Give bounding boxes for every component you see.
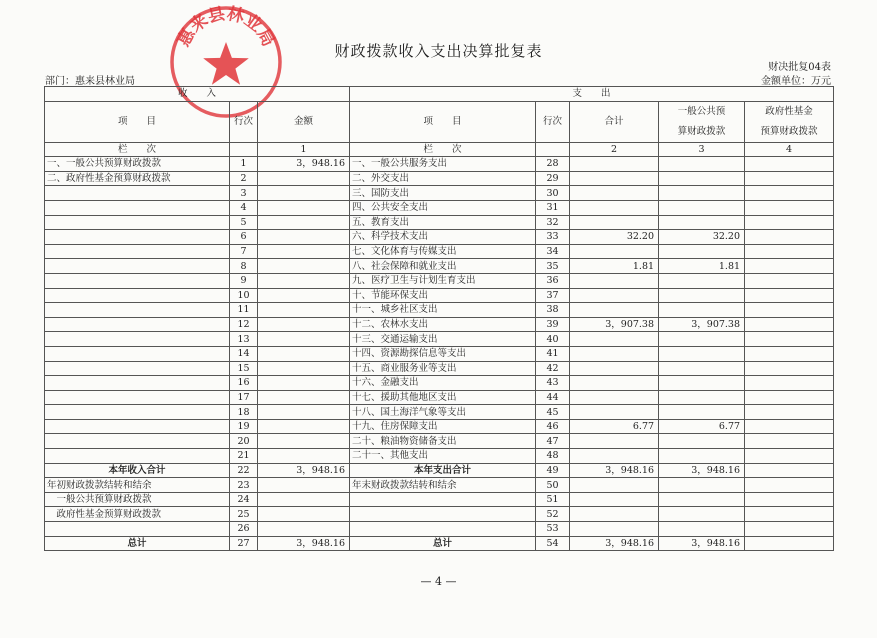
col-header-income-line: 行次 (230, 101, 258, 142)
income-line-cell: 1 (230, 157, 258, 172)
income-line-cell: 20 (230, 434, 258, 449)
table-row (45, 390, 834, 405)
income-line-cell: 14 (230, 346, 258, 361)
income-line-cell: 16 (230, 376, 258, 391)
expense-general-cell (659, 288, 745, 303)
department-label: 部门：惠来县林业局 (45, 76, 135, 87)
expense-total-cell: 1.81 (570, 259, 659, 274)
income-amount-cell (258, 492, 350, 507)
expense-item-cell: 三、国防支出 (350, 186, 536, 201)
expense-general-cell (659, 492, 745, 507)
table-row (45, 200, 834, 215)
column-header-row (45, 101, 834, 142)
table-row (45, 507, 834, 522)
table-row (45, 317, 834, 332)
expense-line-cell: 31 (536, 200, 570, 215)
income-line-cell: 7 (230, 244, 258, 259)
expense-item-cell: 九、医疗卫生与计划生育支出 (350, 273, 536, 288)
fund-line-2: 预算财政拨款 (760, 125, 818, 137)
expense-fund-cell (745, 478, 834, 493)
expense-item-cell: 六、科学技术支出 (350, 230, 536, 245)
income-amount-cell (258, 434, 350, 449)
income-line-cell: 18 (230, 405, 258, 420)
expense-general-cell (659, 405, 745, 420)
expense-item-cell (350, 507, 536, 522)
column-index-row (45, 142, 834, 157)
expense-item-cell: 四、公共安全支出 (350, 200, 536, 215)
income-amount-cell (258, 230, 350, 245)
expense-fund-cell (745, 244, 834, 259)
table-row (45, 536, 834, 551)
expense-general-cell: 32.20 (659, 230, 745, 245)
income-amount-cell (258, 478, 350, 493)
expense-fund-cell (745, 376, 834, 391)
table-row (45, 376, 834, 391)
budget-table (44, 86, 834, 551)
expense-total-cell: 6.77 (570, 419, 659, 434)
expense-line-cell: 35 (536, 259, 570, 274)
table-row (45, 361, 834, 376)
expense-line-cell: 53 (536, 522, 570, 537)
expense-fund-cell (745, 346, 834, 361)
expense-line-cell: 50 (536, 478, 570, 493)
expense-item-cell: 十九、住房保障支出 (350, 419, 536, 434)
expense-fund-cell (745, 317, 834, 332)
expense-fund-cell (745, 449, 834, 464)
expense-general-cell: 3，907.38 (659, 317, 745, 332)
expense-fund-cell (745, 332, 834, 347)
expense-item-cell: 十八、国土海洋气象等支出 (350, 405, 536, 420)
income-item-cell (45, 361, 230, 376)
table-row (45, 288, 834, 303)
income-line-cell: 8 (230, 259, 258, 274)
expense-total-cell (570, 186, 659, 201)
income-item-cell: 一、一般公共预算财政拨款 (45, 157, 230, 172)
income-amount-cell (258, 507, 350, 522)
expense-total-cell (570, 171, 659, 186)
expense-total-cell (570, 376, 659, 391)
expense-fund-cell (745, 536, 834, 551)
expense-total-cell (570, 492, 659, 507)
expense-line-cell: 41 (536, 346, 570, 361)
table-row (45, 522, 834, 537)
income-item-cell (45, 273, 230, 288)
table-row (45, 419, 834, 434)
income-item-cell (45, 522, 230, 537)
expense-total-cell (570, 478, 659, 493)
expense-fund-cell (745, 171, 834, 186)
col-header-expense-item: 项 目 (350, 101, 536, 142)
income-item-cell (45, 215, 230, 230)
expense-line-cell: 33 (536, 230, 570, 245)
page-title: 财政拨款收入支出决算批复表 (334, 42, 543, 60)
expense-general-cell: 3，948.16 (659, 536, 745, 551)
expense-line-cell: 42 (536, 361, 570, 376)
table-row (45, 449, 834, 464)
income-item-cell (45, 317, 230, 332)
income-line-cell: 19 (230, 419, 258, 434)
income-amount-cell (258, 171, 350, 186)
col-index-blank (536, 142, 570, 157)
income-amount-cell (258, 346, 350, 361)
expense-total-cell (570, 332, 659, 347)
expense-general-cell (659, 346, 745, 361)
expense-item-cell: 十、节能环保支出 (350, 288, 536, 303)
expense-general-cell (659, 303, 745, 318)
svg-text:惠来县林业局: 惠来县林业局 (173, 3, 279, 51)
income-line-cell: 25 (230, 507, 258, 522)
expense-fund-cell (745, 230, 834, 245)
income-item-cell (45, 230, 230, 245)
table-row (45, 273, 834, 288)
expense-total-cell: 32.20 (570, 230, 659, 245)
income-item-cell (45, 244, 230, 259)
table-row (45, 434, 834, 449)
income-line-cell: 15 (230, 361, 258, 376)
income-item-cell (45, 288, 230, 303)
expense-fund-cell (745, 215, 834, 230)
expense-item-cell: 十四、资源勘探信息等支出 (350, 346, 536, 361)
col-index-2: 2 (570, 142, 659, 157)
table-row (45, 332, 834, 347)
income-line-cell: 27 (230, 536, 258, 551)
expense-fund-cell (745, 390, 834, 405)
income-amount-cell (258, 273, 350, 288)
expense-item-cell: 十三、交通运输支出 (350, 332, 536, 347)
expense-item-cell: 一、一般公共服务支出 (350, 157, 536, 172)
expense-line-cell: 49 (536, 463, 570, 478)
expense-total-cell: 3，948.16 (570, 536, 659, 551)
expense-general-cell (659, 507, 745, 522)
expense-total-cell: 3，907.38 (570, 317, 659, 332)
income-line-cell: 24 (230, 492, 258, 507)
expense-total-cell (570, 390, 659, 405)
expense-item-cell: 七、文化体育与传媒支出 (350, 244, 536, 259)
expense-fund-cell (745, 157, 834, 172)
expense-item-cell: 本年支出合计 (350, 463, 536, 478)
expense-general-cell (659, 434, 745, 449)
income-amount-cell (258, 288, 350, 303)
income-amount-cell (258, 317, 350, 332)
col-header-general-budget (659, 101, 745, 142)
income-line-cell: 6 (230, 230, 258, 245)
expense-line-cell: 54 (536, 536, 570, 551)
income-item-cell (45, 376, 230, 391)
expense-item-cell: 年末财政拨款结转和结余 (350, 478, 536, 493)
income-line-cell: 12 (230, 317, 258, 332)
expense-total-cell (570, 361, 659, 376)
expense-fund-cell (745, 186, 834, 201)
table-row (45, 478, 834, 493)
expense-section-header: 支 出 (350, 87, 834, 102)
expense-line-cell: 39 (536, 317, 570, 332)
income-amount-cell (258, 259, 350, 274)
income-section-header: 收 入 (45, 87, 350, 102)
expense-fund-cell (745, 463, 834, 478)
expense-total-cell (570, 522, 659, 537)
expense-fund-cell (745, 288, 834, 303)
fund-line-1: 政府性基金 (765, 105, 813, 117)
expense-general-cell (659, 215, 745, 230)
expense-item-cell: 十五、商业服务业等支出 (350, 361, 536, 376)
table-row (45, 492, 834, 507)
expense-line-cell: 34 (536, 244, 570, 259)
expense-item-cell: 十二、农林水支出 (350, 317, 536, 332)
income-item-cell (45, 303, 230, 318)
expense-line-cell: 28 (536, 157, 570, 172)
expense-general-cell: 1.81 (659, 259, 745, 274)
col-index-4: 4 (745, 142, 834, 157)
expense-general-cell (659, 186, 745, 201)
table-row (45, 259, 834, 274)
table-row (45, 303, 834, 318)
expense-fund-cell (745, 507, 834, 522)
table-row (45, 230, 834, 245)
income-line-cell: 23 (230, 478, 258, 493)
expense-total-cell (570, 157, 659, 172)
expense-fund-cell (745, 303, 834, 318)
income-line-cell: 5 (230, 215, 258, 230)
expense-item-cell: 十一、城乡社区支出 (350, 303, 536, 318)
expense-item-cell (350, 492, 536, 507)
expense-item-cell: 二、外交支出 (350, 171, 536, 186)
general-line-2: 算财政拨款 (677, 125, 726, 137)
expense-total-cell (570, 288, 659, 303)
expense-line-cell: 40 (536, 332, 570, 347)
expense-total-cell (570, 346, 659, 361)
col-index-3: 3 (659, 142, 745, 157)
expense-total-cell (570, 449, 659, 464)
income-line-cell: 13 (230, 332, 258, 347)
expense-line-cell: 38 (536, 303, 570, 318)
income-item-cell (45, 449, 230, 464)
income-amount-cell (258, 215, 350, 230)
expense-line-cell: 32 (536, 215, 570, 230)
expense-general-cell: 6.77 (659, 419, 745, 434)
table-row (45, 346, 834, 361)
expense-fund-cell (745, 434, 834, 449)
income-amount-cell (258, 244, 350, 259)
expense-fund-cell (745, 522, 834, 537)
expense-line-cell: 47 (536, 434, 570, 449)
expense-line-cell: 52 (536, 507, 570, 522)
expense-fund-cell (745, 259, 834, 274)
income-amount-cell (258, 390, 350, 405)
expense-fund-cell (745, 273, 834, 288)
expense-line-cell: 46 (536, 419, 570, 434)
income-item-cell: 一般公共预算财政拨款 (45, 492, 230, 507)
expense-item-cell: 八、社会保障和就业支出 (350, 259, 536, 274)
expense-fund-cell (745, 492, 834, 507)
income-amount-cell (258, 376, 350, 391)
expense-total-cell (570, 405, 659, 420)
expense-general-cell (659, 522, 745, 537)
income-item-cell: 年初财政拨款结转和结余 (45, 478, 230, 493)
income-item-cell (45, 419, 230, 434)
section-header-row (45, 87, 834, 102)
income-amount-cell (258, 522, 350, 537)
expense-item-cell: 十六、金融支出 (350, 376, 536, 391)
expense-general-cell (659, 449, 745, 464)
table-row (45, 463, 834, 478)
expense-line-cell: 43 (536, 376, 570, 391)
income-amount-cell: 3，948.16 (258, 157, 350, 172)
income-line-cell: 26 (230, 522, 258, 537)
expense-item-cell: 总计 (350, 536, 536, 551)
table-row (45, 405, 834, 420)
table-row (45, 215, 834, 230)
general-line-1: 一般公共预 (677, 105, 726, 117)
col-index-label-expense: 栏 次 (350, 142, 536, 157)
income-item-cell: 政府性基金预算财政拨款 (45, 507, 230, 522)
expense-item-cell: 二十、粮油物资储备支出 (350, 434, 536, 449)
expense-general-cell (659, 332, 745, 347)
expense-general-cell (659, 273, 745, 288)
income-amount-cell (258, 449, 350, 464)
expense-line-cell: 48 (536, 449, 570, 464)
income-line-cell: 22 (230, 463, 258, 478)
income-item-cell: 总计 (45, 536, 230, 551)
col-header-expense-line: 行次 (536, 101, 570, 142)
expense-total-cell (570, 434, 659, 449)
expense-line-cell: 45 (536, 405, 570, 420)
income-line-cell: 21 (230, 449, 258, 464)
col-index-label-income: 栏 次 (45, 142, 230, 157)
expense-fund-cell (745, 200, 834, 215)
col-header-fund-budget (745, 101, 834, 142)
income-item-cell (45, 390, 230, 405)
expense-fund-cell (745, 361, 834, 376)
expense-general-cell: 3，948.16 (659, 463, 745, 478)
col-header-amount: 金额 (258, 101, 350, 142)
income-amount-cell (258, 303, 350, 318)
expense-general-cell (659, 157, 745, 172)
income-line-cell: 9 (230, 273, 258, 288)
income-amount-cell: 3，948.16 (258, 463, 350, 478)
income-line-cell: 17 (230, 390, 258, 405)
expense-line-cell: 29 (536, 171, 570, 186)
expense-total-cell (570, 200, 659, 215)
income-item-cell (45, 434, 230, 449)
income-item-cell: 本年收入合计 (45, 463, 230, 478)
expense-fund-cell (745, 405, 834, 420)
col-header-income-item: 项 目 (45, 101, 230, 142)
expense-total-cell (570, 507, 659, 522)
expense-line-cell: 51 (536, 492, 570, 507)
table-row (45, 171, 834, 186)
expense-general-cell (659, 390, 745, 405)
expense-item-cell (350, 522, 536, 537)
income-item-cell (45, 405, 230, 420)
expense-line-cell: 37 (536, 288, 570, 303)
expense-line-cell: 44 (536, 390, 570, 405)
expense-line-cell: 30 (536, 186, 570, 201)
col-header-total: 合计 (570, 101, 659, 142)
col-index-blank (230, 142, 258, 157)
expense-total-cell (570, 244, 659, 259)
form-number: 财决批复04表 (768, 62, 831, 73)
expense-line-cell: 36 (536, 273, 570, 288)
unit-label: 金额单位：万元 (761, 76, 831, 87)
income-amount-cell (258, 200, 350, 215)
income-line-cell: 3 (230, 186, 258, 201)
expense-general-cell (659, 361, 745, 376)
expense-general-cell (659, 478, 745, 493)
expense-fund-cell (745, 419, 834, 434)
expense-general-cell (659, 171, 745, 186)
income-line-cell: 2 (230, 171, 258, 186)
income-amount-cell (258, 419, 350, 434)
income-item-cell (45, 186, 230, 201)
income-item-cell (45, 346, 230, 361)
income-line-cell: 10 (230, 288, 258, 303)
table-row (45, 244, 834, 259)
income-item-cell (45, 332, 230, 347)
col-index-1: 1 (258, 142, 350, 157)
expense-total-cell: 3，948.16 (570, 463, 659, 478)
expense-item-cell: 十七、援助其他地区支出 (350, 390, 536, 405)
expense-item-cell: 五、教育支出 (350, 215, 536, 230)
page-number: — 4 — (420, 575, 457, 588)
table-row (45, 157, 834, 172)
income-item-cell: 二、政府性基金预算财政拨款 (45, 171, 230, 186)
expense-total-cell (570, 273, 659, 288)
table-row (45, 186, 834, 201)
expense-item-cell: 二十一、其他支出 (350, 449, 536, 464)
expense-total-cell (570, 303, 659, 318)
income-line-cell: 4 (230, 200, 258, 215)
income-amount-cell (258, 405, 350, 420)
income-amount-cell: 3，948.16 (258, 536, 350, 551)
income-line-cell: 11 (230, 303, 258, 318)
income-amount-cell (258, 332, 350, 347)
expense-general-cell (659, 376, 745, 391)
expense-general-cell (659, 244, 745, 259)
income-item-cell (45, 259, 230, 274)
income-amount-cell (258, 361, 350, 376)
income-amount-cell (258, 186, 350, 201)
expense-general-cell (659, 200, 745, 215)
expense-total-cell (570, 215, 659, 230)
income-item-cell (45, 200, 230, 215)
